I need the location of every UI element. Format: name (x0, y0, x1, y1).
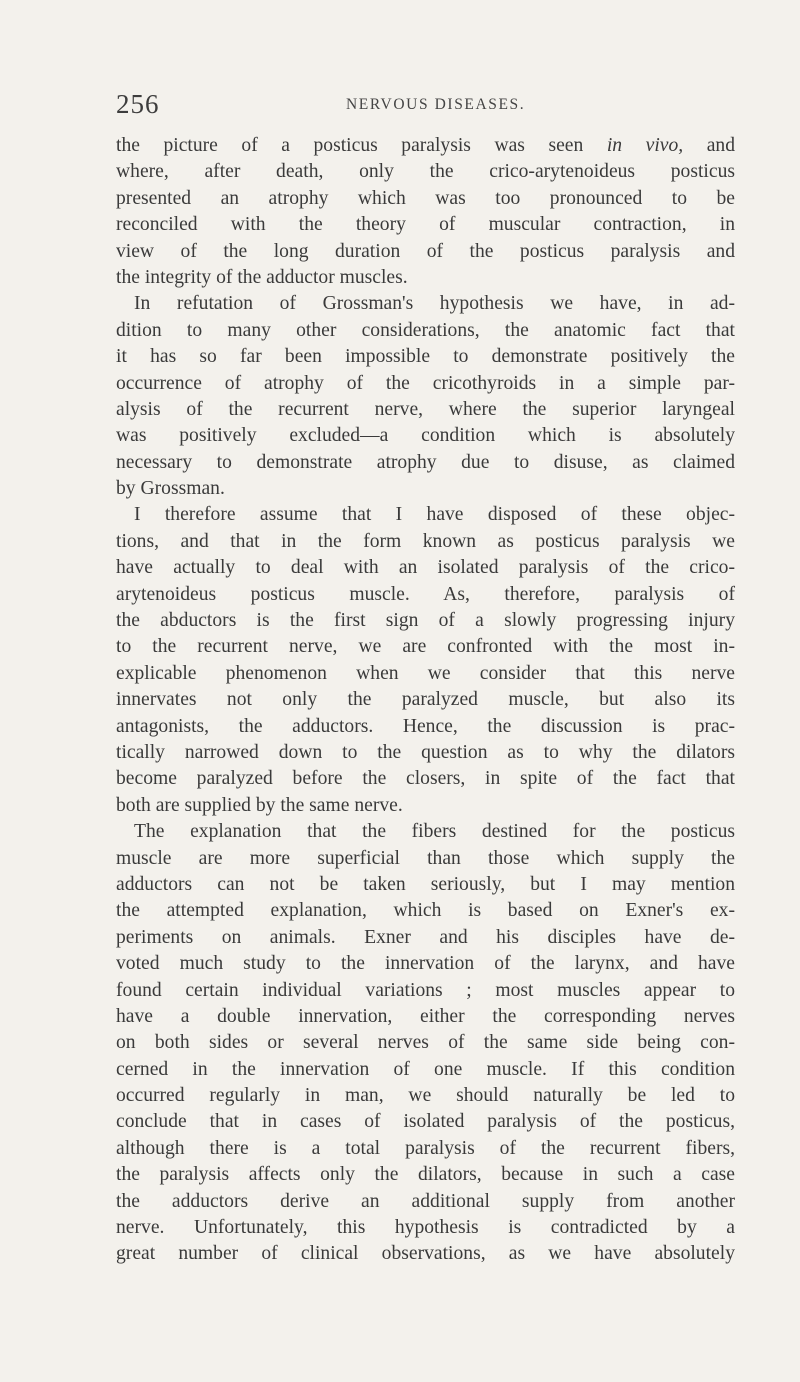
text-line: nerve. Unfortunately, this hypothesis is contradicted by a (116, 1217, 735, 1239)
text-line: the abductors is the first sign of a slowly progressing injury (116, 610, 735, 632)
text-line: I therefore assume that I have disposed of these objec- (134, 504, 735, 526)
text-line: periments on animals. Exner and his disciples have de- (116, 926, 735, 948)
text-line: the attempted explanation, which is based on Exner's ex- (116, 900, 735, 922)
text-line: tically narrowed down to the question as to why the dilators (116, 741, 735, 763)
text-line: arytenoideus posticus muscle. As, therefore, paralysis of (116, 583, 735, 605)
text-line: necessary to demonstrate atrophy due to disuse, as claimed (116, 451, 735, 473)
text-line: the picture of a posticus paralysis was seen in vivo, and (116, 135, 735, 156)
text-line: dition to many other considerations, the anatomic fact that (116, 319, 735, 341)
text-line: cerned in the innervation of one muscle. If this condition (116, 1058, 735, 1080)
text-line: to the recurrent nerve, we are confronted with the most in- (116, 636, 735, 658)
text-line: by Grossman. (116, 478, 225, 500)
text-line: found certain individual variations ; most muscles appear to (116, 979, 735, 1001)
text-line: adductors can not be taken seriously, but I may mention (116, 873, 735, 895)
text-line: the integrity of the adductor muscles. (116, 266, 408, 288)
text-line: occurrence of atrophy of the cricothyroids in a simple par- (116, 372, 735, 394)
italic-phrase: in vivo, (606, 135, 684, 156)
text-line: was positively excluded—a condition which is absolutely (116, 425, 735, 447)
text-line: alysis of the recurrent nerve, where the superior laryngeal (116, 398, 735, 420)
text-line: both are supplied by the same nerve. (116, 794, 403, 816)
text-line: it has so far been impossible to demonstrate positively the (116, 346, 735, 368)
running-title: NERVOUS DISEASES. (346, 96, 526, 113)
text-line: muscle are more superficial than those which supply the (116, 847, 735, 869)
text-line: presented an atrophy which was too pronounced to be (116, 187, 735, 209)
text-line: tions, and that in the form known as posticus paralysis we (116, 530, 735, 552)
text-line: antagonists, the adductors. Hence, the discussion is prac- (116, 715, 735, 737)
text-line: have a double innervation, either the corresponding nerves (116, 1005, 735, 1027)
text-line: view of the long duration of the posticus paralysis and (116, 240, 735, 262)
text-line: explicable phenomenon when we consider that this nerve (116, 662, 735, 684)
text-line: occurred regularly in man, we should naturally be led to (116, 1085, 735, 1107)
text-line: on both sides or several nerves of the same side being con- (116, 1032, 735, 1054)
text-line: the adductors derive an additional supply from another (116, 1190, 735, 1212)
text-line: great number of clinical observations, as we have absolutely (116, 1243, 735, 1265)
text-line: although there is a total paralysis of the recurrent fibers, (116, 1137, 735, 1159)
text-line: In refutation of Grossman's hypothesis we have, in ad- (134, 293, 735, 315)
text-line: conclude that in cases of isolated paralysis of the posticus, (116, 1111, 735, 1133)
page-number: 256 (116, 89, 160, 119)
text-line: reconciled with the theory of muscular contraction, in (116, 214, 735, 236)
text-line: voted much study to the innervation of the larynx, and have (116, 953, 735, 975)
text-line: the paralysis affects only the dilators, because in such a case (116, 1164, 735, 1186)
body-text (116, 133, 735, 1268)
text-line: become paralyzed before the closers, in spite of the fact that (116, 768, 735, 790)
text-line: where, after death, only the crico-arytenoideus posticus (116, 161, 735, 183)
text-line: innervates not only the paralyzed muscle, but also its (116, 689, 735, 711)
running-head (116, 88, 736, 120)
text-line: The explanation that the fibers destined for the posticus (134, 821, 735, 843)
text-line: have actually to deal with an isolated paralysis of the crico- (116, 557, 735, 579)
